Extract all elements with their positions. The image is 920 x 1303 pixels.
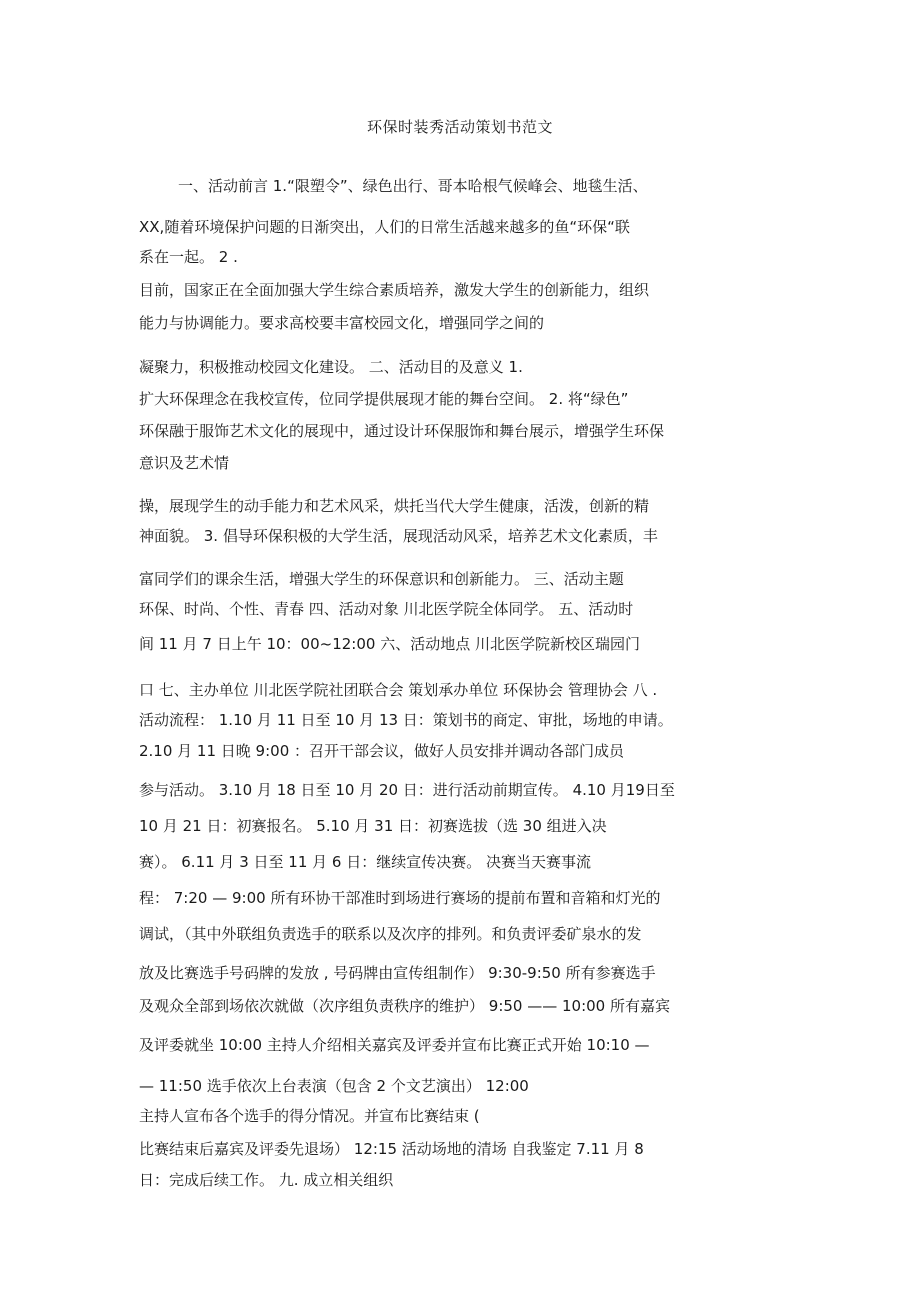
text-line: 10 月 21 日：初赛报名。 5.10 月 31 日：初赛选拔（选 30 组进入决 <box>139 817 607 835</box>
text-line: 操，展现学生的动手能力和艺术风采，烘托当代大学生健康，活泼，创新的精 <box>139 497 650 515</box>
text-line: 调试，（其中外联组负责选手的联系以及次序的排列。和负责评委矿泉水的发 <box>139 925 642 943</box>
text-line: 及评委就坐 10:00 主持人介绍相关嘉宾及评委并宣布比赛正式开始 10:10 — <box>139 1036 650 1054</box>
text-line: 意识及艺术情 <box>139 454 230 472</box>
text-line: 神面貌。 3. 倡导环保积极的大学生活，展现活动风采，培养艺术文化素质，丰 <box>139 527 658 545</box>
text-line: XX,随着环境保护问题的日渐突出，人们的日常生活越来越多的鱼“环保“联 <box>139 218 630 236</box>
text-line: — 11:50 选手依次上台表演（包含 2 个文艺演出） 12:00 <box>139 1077 529 1095</box>
text-line: 参与活动。 3.10 月 18 日至 10 月 20 日：进行活动前期宣传。 4.10 月19日至 <box>139 781 675 799</box>
text-line: 口 七、主办单位 川北医学院社团联合会 策划承办单位 环保协会 管理协会 八 . <box>139 681 658 699</box>
text-line: 放及比赛选手号码牌的发放 , 号码牌由宣传组制作） 9:30-9:50 所有参赛选手 <box>139 964 656 982</box>
text-line: 活动流程： 1.10 月 11 日至 10 月 13 日：策划书的商定、审批，场地的申请。 <box>139 711 673 729</box>
text-line: 一、活动前言 1.“限塑令”、绿色出行、哥本哈根气候峰会、地毯生活、 <box>178 177 648 195</box>
text-line: 比赛结束后嘉宾及评委先退场） 12:15 活动场地的清场 自我鉴定 7.11 月 8 <box>139 1140 644 1158</box>
document-title: 环保时装秀活动策划书范文 <box>366 118 553 136</box>
text-line: 富同学们的课余生活，增强大学生的环保意识和创新能力。 三、活动主题 <box>139 570 624 588</box>
text-line: 赛）。 6.11 月 3 日至 11 月 6 日：继续宣传决赛。 决赛当天赛事流 <box>139 853 591 871</box>
text-line: 间 11 月 7 日上午 10：00~12:00 六、活动地点 川北医学院新校区瑞园门 <box>139 635 640 653</box>
text-line: 目前，国家正在全面加强大学生综合素质培养，激发大学生的创新能力，组织 <box>139 281 650 299</box>
text-line: 环保、时尚、个性、青春 四、活动对象 川北医学院全体同学。 五、活动时 <box>139 600 634 618</box>
text-line: 系在一起。 2 . <box>139 248 238 266</box>
text-line: 凝聚力，积极推动校园文化建设。 二、活动目的及意义 1. <box>139 358 523 376</box>
text-line: 日：完成后续工作。 九. 成立相关组织 <box>139 1171 394 1189</box>
text-line: 环保融于服饰艺术文化的展现中，通过设计环保服饰和舞台展示，增强学生环保 <box>139 422 665 440</box>
text-line: 主持人宣布各个选手的得分情况。并宣布比赛结束 ( <box>139 1107 480 1125</box>
text-line: 程： 7:20 — 9:00 所有环协干部准时到场进行赛场的提前布置和音箱和灯光的 <box>139 889 661 907</box>
text-line: 及观众全部到场依次就做（次序组负责秩序的维护） 9:50 —— 10:00 所有嘉宾 <box>139 997 670 1015</box>
text-line: 扩大环保理念在我校宣传，位同学提供展现才能的舞台空间。 2. 将“绿色” <box>139 390 629 408</box>
text-line: 2.10 月 11 日晚 9:00 ：召开干部会议，做好人员安排并调动各部门成员 <box>139 742 625 760</box>
text-line: 能力与协调能力。要求高校要丰富校园文化，增强同学之间的 <box>139 314 545 332</box>
